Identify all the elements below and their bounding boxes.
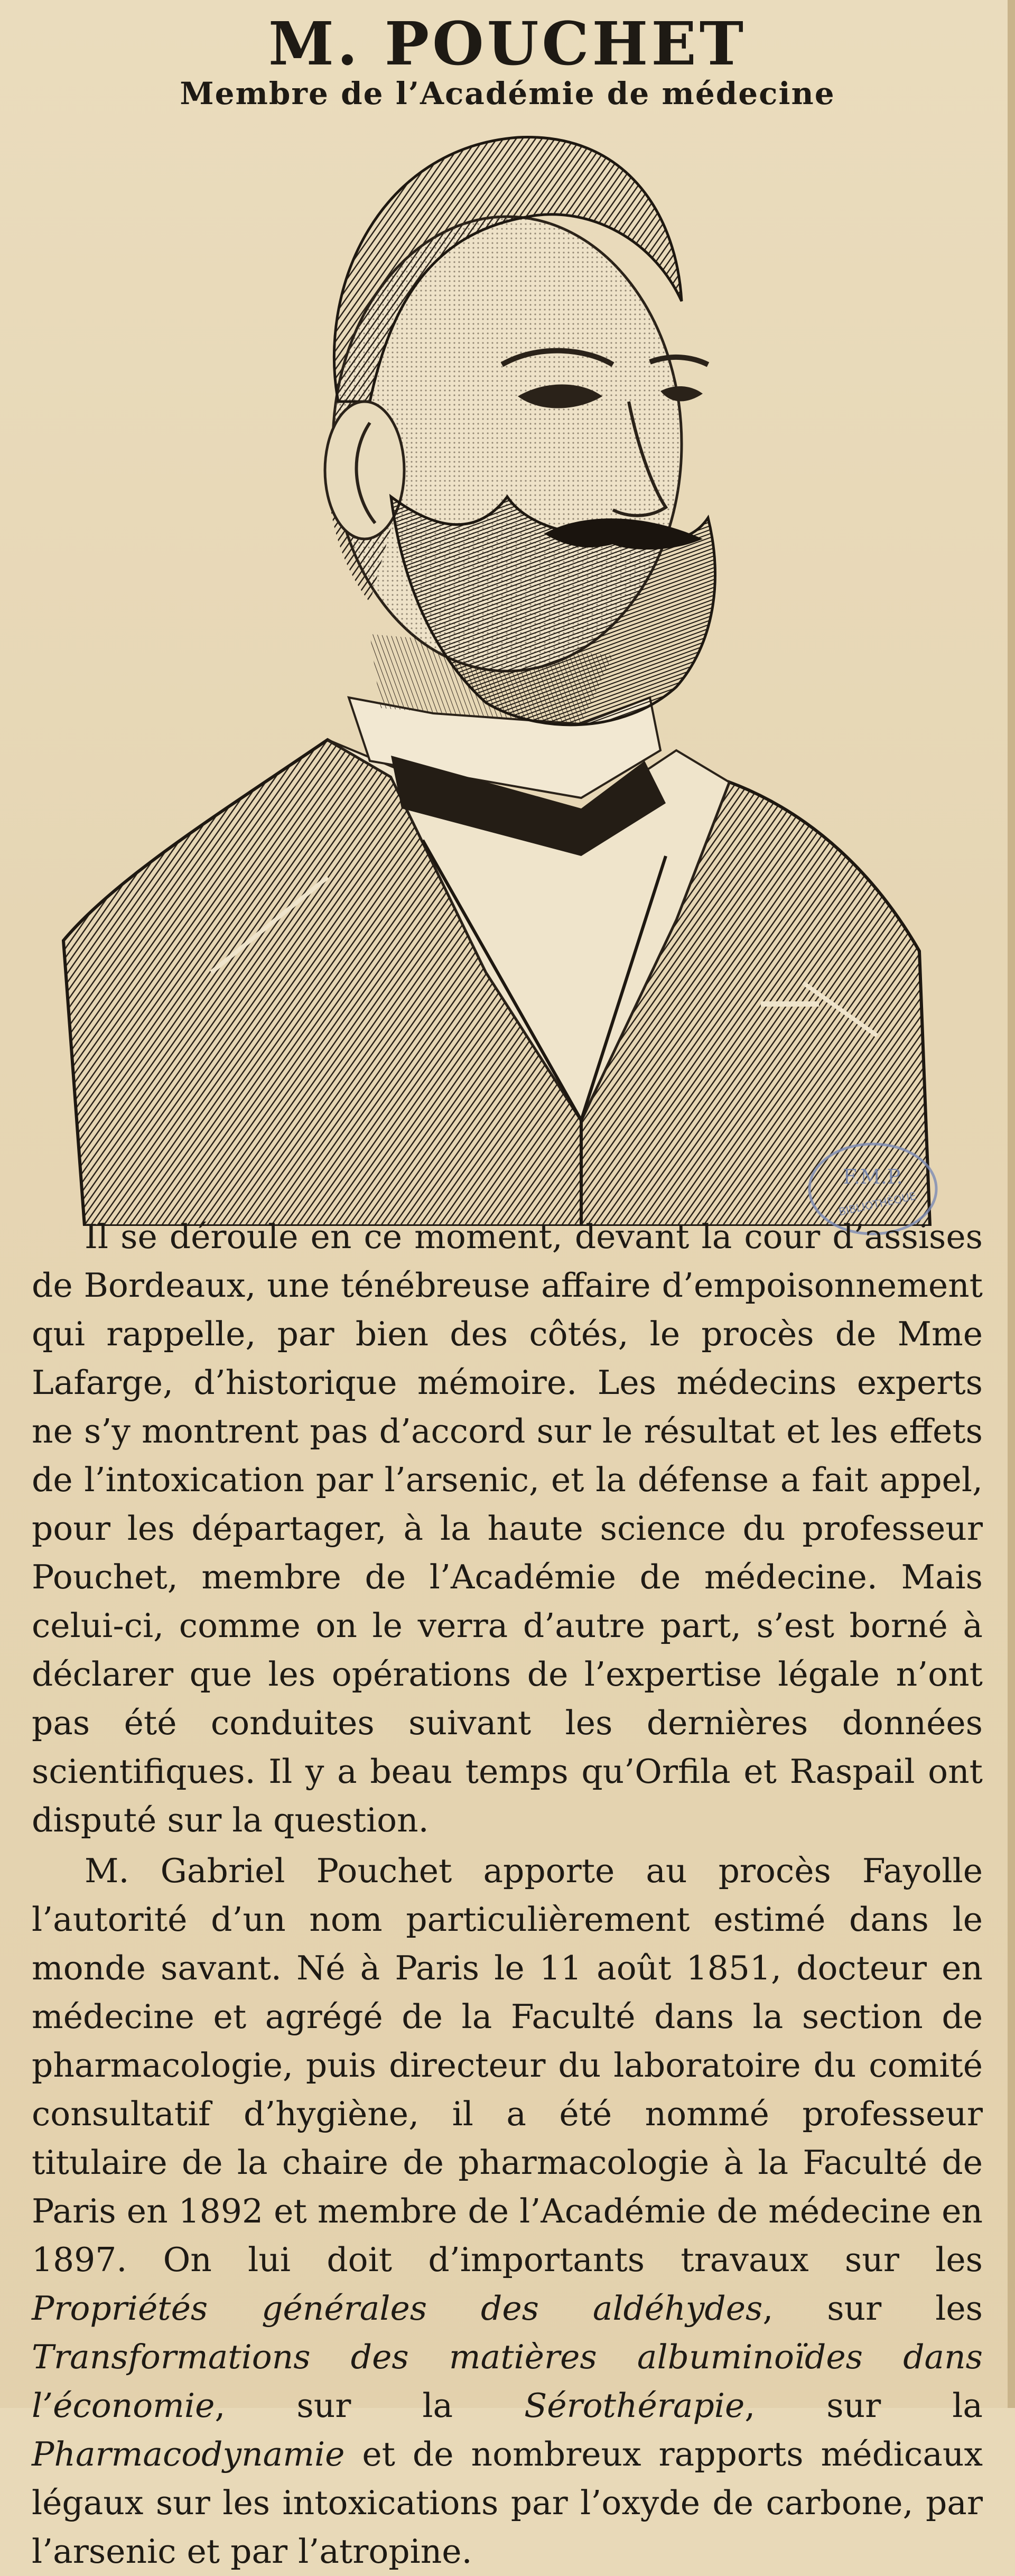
p2-italic-2: Transformations des matières albuminoïdes dans l’économie [32,2338,983,2425]
stamp-line-2: BIBLIOTHÈQUE [837,1189,917,1219]
paragraph-1: Il se déroule en ce moment, devant la cour d’assises de Bordeaux, une ténébreuse affaire d’empoisonnement qui rappelle, par bien des côtés, le procès de Mme Lafarge, d’historique mémoire. Les médecins experts ne s’y montrent pas d’accord sur le résultat et les effets de l’intoxication par l’arsenic, et la défense a fait appel, pour les départager, à la haute science du professeur Pouchet, membre de l’Académie de médecine. Mais celui-ci, comme on le verra d’autre part, s’est borné à déclarer que les opérations de l’expertise légale n’ont pas été conduites suivant les dernières données scientifiques. Il y a beau temps qu’Orfila et Raspail ont disputé sur la question. [32,1217,983,1839]
p2-italic-3: Sérothérapie [524,2386,745,2425]
p2-text-d: , sur la [744,2386,983,2425]
p2-italic-4: Pharmacodynamie [32,2435,345,2473]
portrait-engraving [53,127,951,1226]
p2-text-c: , sur la [215,2386,525,2425]
article-subtitle: Membre de l’Académie de médecine [180,76,835,111]
stamp-line-1: F.M.P. [843,1165,903,1188]
p2-text-b: , sur les [762,2289,983,2328]
article-title: M. POUCHET [268,10,747,79]
p2-italic-1: Propriétés générales des aldéhydes [32,2289,763,2328]
paragraph-2 [32,1847,983,2576]
p2-text-e: et de nombreux rapports médicaux légaux sur les intoxications par l’oxyde de carbone, par l’arsenic et par l’atropine. [32,2435,983,2571]
paper-edge [1008,0,1015,2408]
article-body [32,1213,983,2576]
p2-text-a: M. Gabriel Pouchet apporte au procès Fayolle l’autorité d’un nom particulièrement estimé dans le monde savant. Né à Paris le 11 août 1851, docteur en médecine et agrégé de la Faculté dans la section de pharmacologie, puis directeur du laboratoire du comité consultatif d’hygiène, il a été nommé professeur titulaire de la chaire de pharmacologie à la Faculté de Paris en 1892 et membre de l’Académie de médecine en 1897. On lui doit d’importants travaux sur les [32,1852,983,2279]
